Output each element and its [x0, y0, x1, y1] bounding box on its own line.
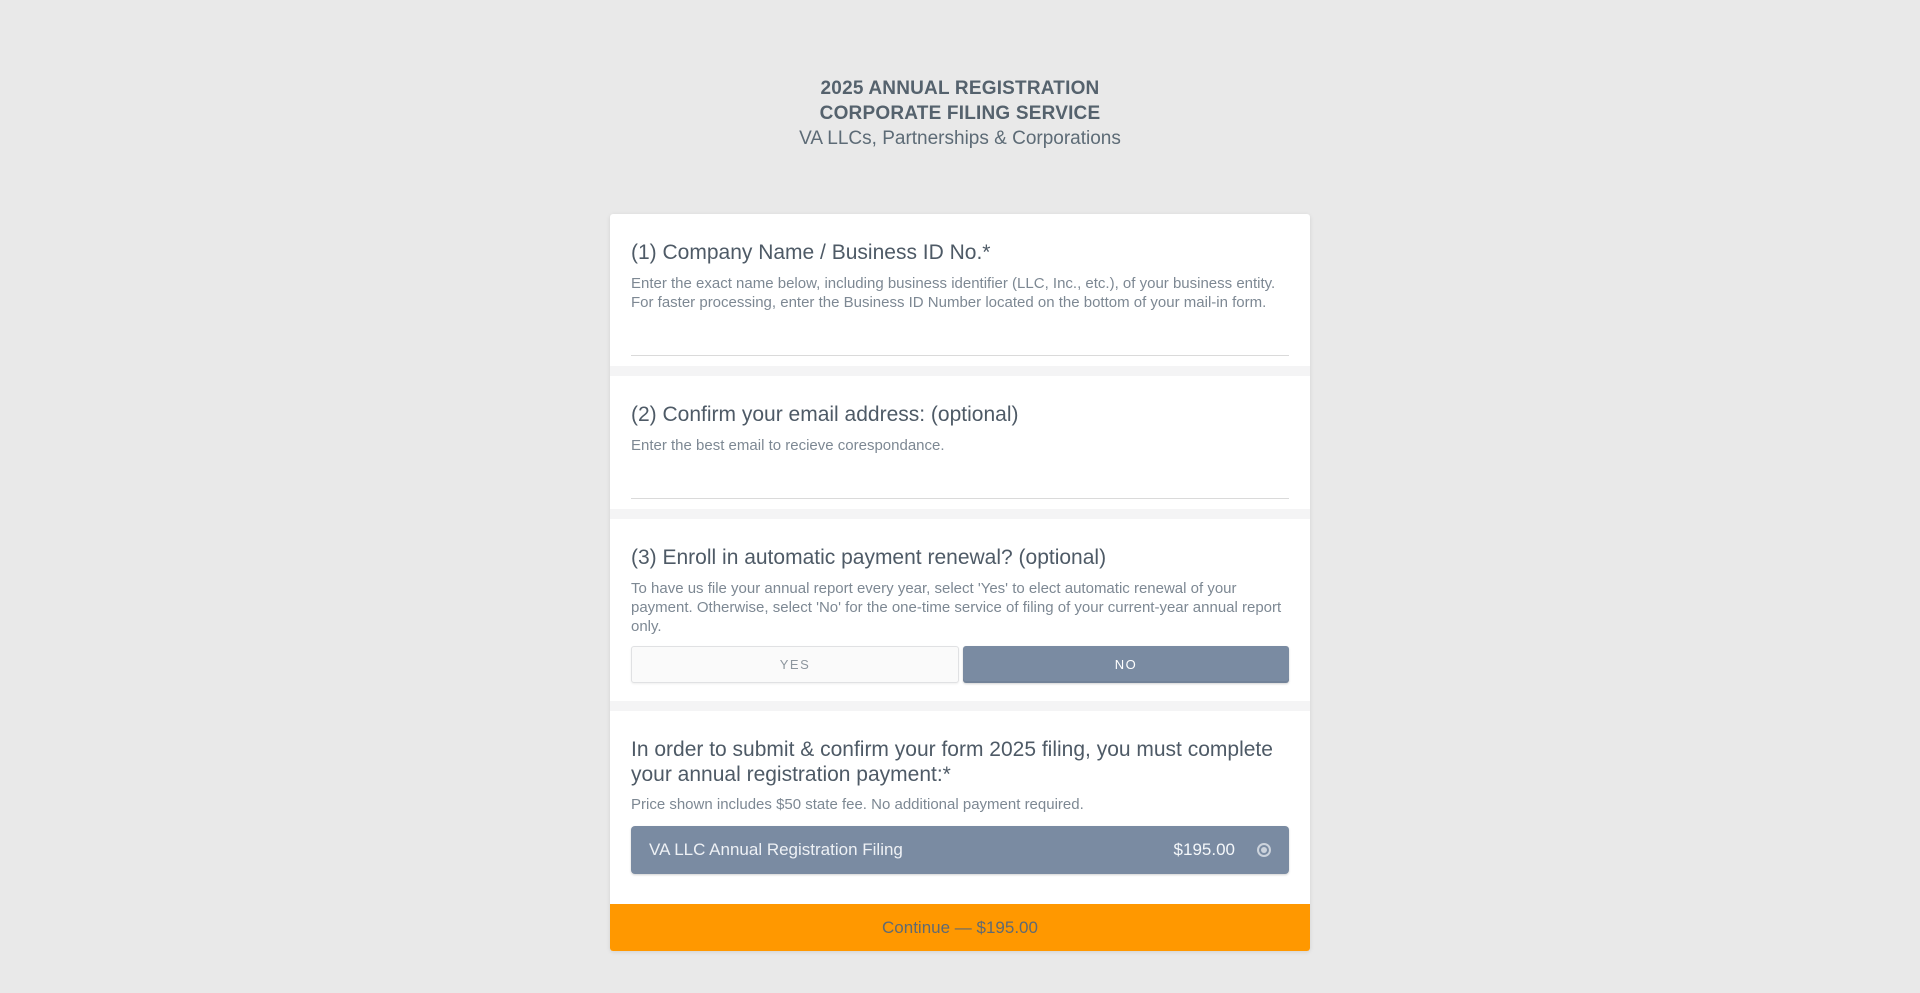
form-card — [610, 214, 1310, 951]
question-3-section — [610, 519, 1310, 701]
payment-heading: In order to submit & confirm your form 2025 filing, you must complete your annual registration payment:* — [631, 738, 1273, 786]
continue-button[interactable]: Continue — $195.00 — [610, 904, 1310, 951]
form-title-line-1: 2025 ANNUAL REGISTRATION — [820, 78, 1100, 99]
radio-selected-icon[interactable] — [1257, 843, 1271, 857]
no-button[interactable]: NO — [963, 646, 1289, 683]
form-subtitle: VA LLCs, Partnerships & Corporations — [799, 128, 1121, 149]
section-divider — [610, 509, 1310, 519]
email-input[interactable] — [631, 461, 1289, 499]
company-name-input[interactable] — [631, 318, 1289, 356]
question-3-description: To have us file your annual report every year, select 'Yes' to elect automatic renewal of your payment. Otherwise, select 'No' for the one-time service of filing of your current-year annual report only. — [631, 580, 1282, 635]
question-3-heading: (3) Enroll in automatic payment renewal? (optional) — [631, 546, 1107, 569]
payment-description: Price shown includes $50 state fee. No additional payment required. — [631, 796, 1084, 813]
form-title-line-2: CORPORATE FILING SERVICE — [819, 103, 1101, 124]
section-divider — [610, 701, 1310, 711]
question-2-heading: (2) Confirm your email address: (optional) — [631, 403, 1019, 426]
yes-no-toggle — [631, 646, 1289, 683]
payment-section — [610, 711, 1310, 904]
payment-option-price: $195.00 — [1173, 840, 1235, 859]
question-2-description: Enter the best email to recieve corespondance. — [631, 437, 945, 454]
question-1-heading: (1) Company Name / Business ID No.* — [631, 241, 991, 264]
payment-option-label: VA LLC Annual Registration Filing — [649, 840, 903, 859]
section-divider — [610, 366, 1310, 376]
question-1-description: Enter the exact name below, including business identifier (LLC, Inc., etc.), of your business entity. For faster processing, enter the Business ID Number located on the bottom of your mail-in form. — [631, 275, 1276, 311]
payment-option-row[interactable] — [631, 826, 1289, 874]
question-2-section — [610, 376, 1310, 509]
question-1-section — [610, 214, 1310, 366]
form-header — [0, 0, 1920, 151]
yes-button[interactable]: YES — [631, 646, 959, 683]
